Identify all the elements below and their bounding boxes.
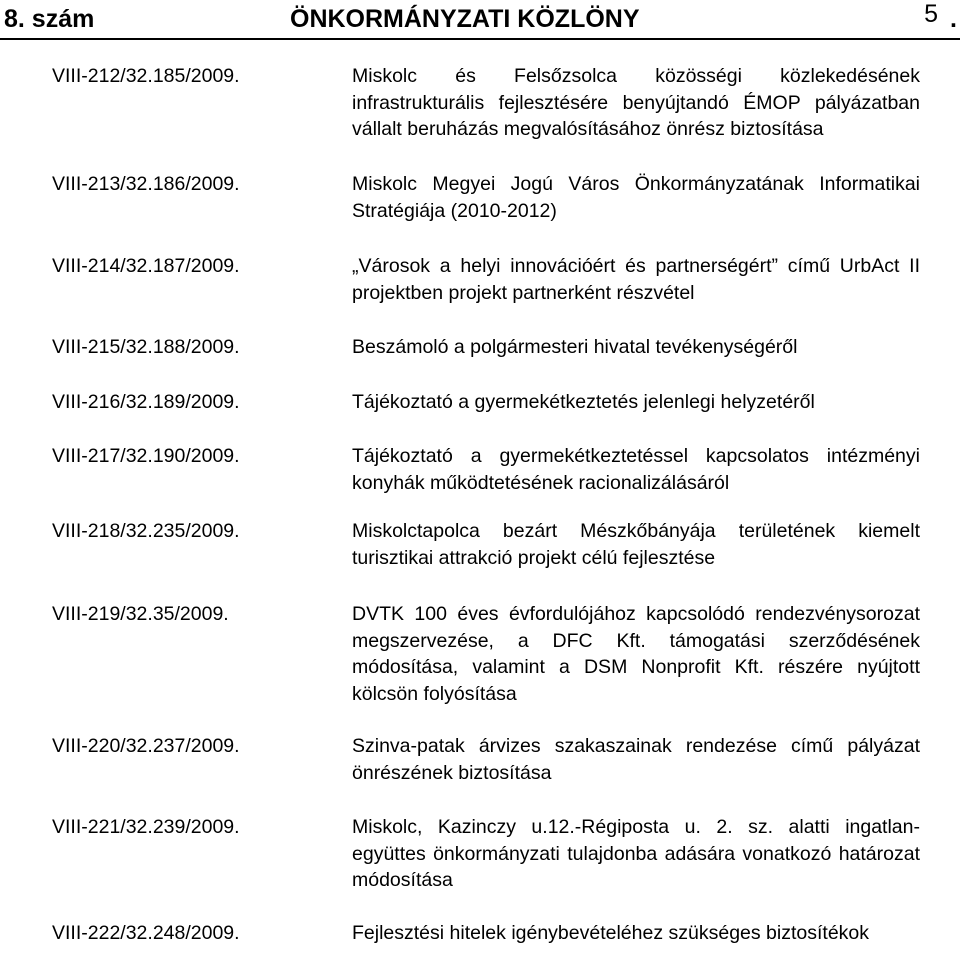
resolution-title: Miskolc, Kazinczy u.12.-Régiposta u. 2. sz. alatti ingatlan-együttes önkormányzati tulajdonba adására vonatkozó határozat módosítása	[352, 816, 920, 891]
resolution-title: Beszámoló a polgármesteri hivatal tevékenységéről	[352, 336, 798, 358]
resolution-code: VIII-218/32.235/2009.	[52, 520, 240, 542]
page-number: 5	[924, 0, 938, 28]
resolution-code: VIII-217/32.190/2009.	[52, 445, 240, 467]
resolution-code: VIII-220/32.237/2009.	[52, 735, 240, 757]
opening-quote: „	[352, 255, 359, 277]
resolution-code: VIII-222/32.248/2009.	[52, 922, 240, 944]
resolution-title: Miskolc Megyei Jogú Város Önkormányzatának Informatikai Stratégiája (2010-2012)	[352, 173, 920, 222]
issue-number: 8. szám	[4, 5, 95, 33]
resolution-code: VIII-221/32.239/2009.	[52, 816, 240, 838]
resolution-code: VIII-212/32.185/2009.	[52, 65, 240, 87]
resolution-title: Tájékoztató a gyermekétkeztetés jelenlegi helyzetéről	[352, 391, 815, 413]
resolution-title: Tájékoztató a gyermekétkeztetéssel kapcsolatos intézményi konyhák működtetésének racionalizálásáról	[352, 445, 920, 494]
resolution-code: VIII-214/32.187/2009.	[52, 255, 240, 277]
resolution-title: Szinva-patak árvizes szakaszainak rendezése című pályázat önrészének biztosítása	[352, 735, 920, 784]
resolution-title: Fejlesztési hitelek igénybevételéhez szükséges biztosítékok	[352, 922, 870, 944]
resolution-title-text: Városok a helyi innovációért és partnerségért” című UrbAct II projektben projekt partnerként részvétel	[352, 255, 920, 304]
header-rule	[0, 38, 960, 40]
resolution-title: Miskolctapolca bezárt Mészkőbányája területének kiemelt turisztikai attrakció projekt célú fejlesztése	[352, 520, 920, 569]
resolution-title	[352, 253, 920, 306]
header-dot: .	[950, 5, 957, 33]
resolution-title: DVTK 100 éves évfordulójához kapcsolódó rendezvénysorozat megszervezése, a DFC Kft. támogatási szerződésének módosítása, valamint a DSM Nonprofit Kft. részére nyújtott kölcsön folyósítása	[352, 603, 920, 705]
resolution-code: VIII-216/32.189/2009.	[52, 391, 240, 413]
publication-title: ÖNKORMÁNYZATI KÖZLÖNY	[290, 5, 640, 33]
resolution-code: VIII-213/32.186/2009.	[52, 173, 240, 195]
resolution-title: Miskolc és Felsőzsolca közösségi közlekedésének infrastrukturális fejlesztésére benyújtandó ÉMOP pályázatban vállalt beruházás megvalósításához önrész biztosítása	[352, 65, 920, 140]
resolution-code: VIII-219/32.35/2009.	[52, 603, 229, 625]
resolution-code: VIII-215/32.188/2009.	[52, 336, 240, 358]
page-header	[0, 0, 960, 42]
